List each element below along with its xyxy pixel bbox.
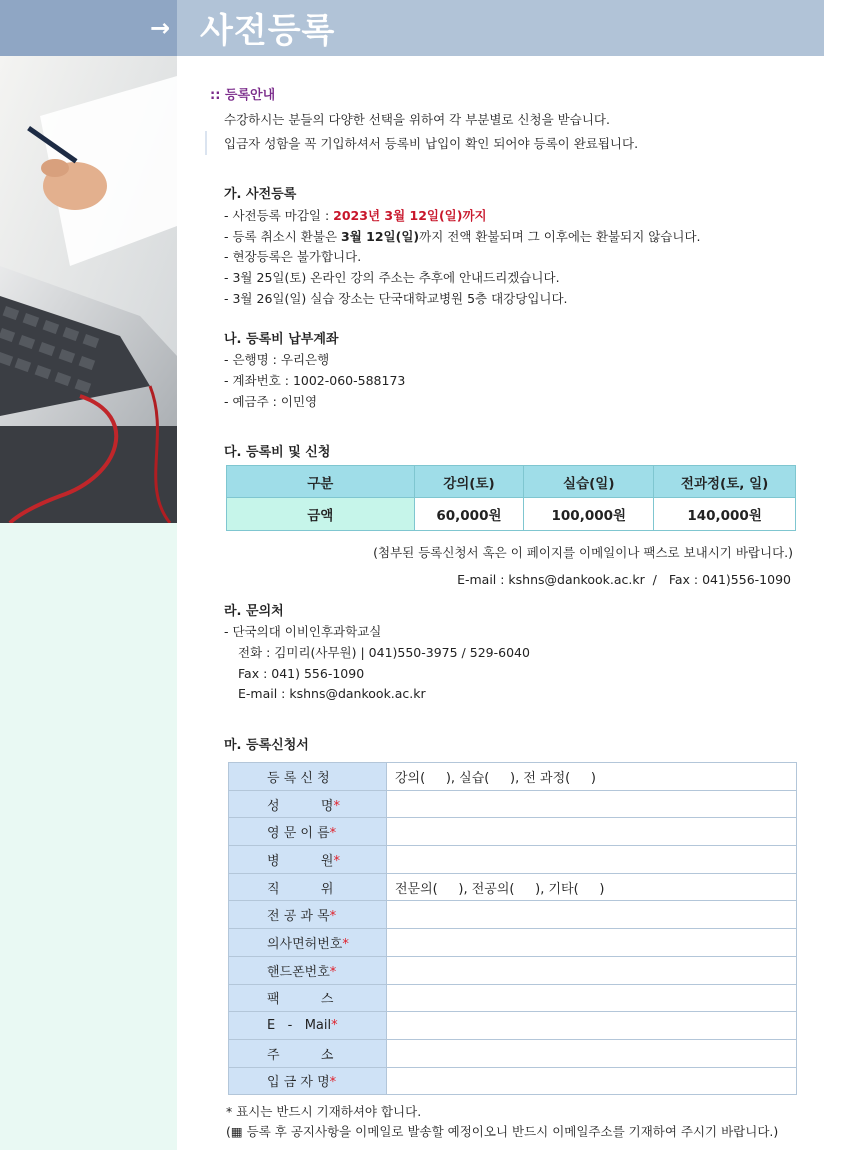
guide-title: :: 등록안내 (210, 88, 276, 103)
form-field-value: 전문의( ), 전공의( ), 기타( ) (395, 881, 605, 897)
fee-header-full: 전과정(토, 일) (654, 466, 796, 498)
form-label: 영 문 이 름 (267, 826, 330, 842)
form-label: E - Mail (267, 1018, 332, 1034)
form-field[interactable] (387, 763, 797, 791)
refund-suffix: 까지 전액 환불되며 그 이후에는 환불되지 않습니다. (419, 229, 701, 244)
form-label: 팩 스 (267, 992, 334, 1008)
fee-header-category: 구분 (227, 466, 415, 498)
form-label-cell (229, 1067, 387, 1095)
form-label: 직 위 (267, 881, 334, 897)
refund-line (224, 229, 701, 245)
fee-table-header (227, 466, 796, 498)
required-mark: * (329, 909, 337, 925)
holder-line: - 예금주 : 이민영 (224, 394, 318, 409)
fee-header-lecture: 강의(토) (414, 466, 524, 498)
submission-note: (첨부된 등록신청서 혹은 이 페이지를 이메일이나 팩스로 보내시기 바랍니다.) (373, 545, 793, 560)
refund-prefix: - 등록 취소시 환불은 (224, 229, 342, 244)
email-footnote: (▦ 등록 후 공지사항을 이메일로 발송할 예정이오니 반드시 이메일주소를 기재하여 주시기 바랍니다.) (226, 1124, 779, 1139)
registration-form (228, 762, 797, 1095)
form-row (229, 790, 797, 818)
fee-header-practice: 실습(일) (524, 466, 654, 498)
form-field[interactable] (387, 818, 797, 846)
form-row (229, 929, 797, 957)
guide-line-1: 수강하시는 분들의 다양한 선택을 위하여 각 부분별로 신청을 받습니다. (224, 112, 610, 127)
form-row (229, 956, 797, 984)
form-label-cell (229, 1012, 387, 1040)
deadline-line (224, 208, 487, 224)
form-field[interactable] (387, 846, 797, 874)
required-mark: * (333, 798, 340, 814)
form-label-cell (229, 846, 387, 874)
section-da-title: 다. 등록비 및 신청 (224, 445, 331, 460)
inquiry-email[interactable]: E-mail : kshns@dankook.ac.kr (238, 686, 426, 701)
form-label-cell (229, 873, 387, 901)
section-ga-title: 가. 사전등록 (224, 187, 297, 202)
form-field[interactable] (387, 956, 797, 984)
inquiry-fax: Fax : 041) 556-1090 (238, 666, 365, 681)
form-row (229, 901, 797, 929)
fee-lecture-amount: 60,000원 (414, 498, 524, 531)
form-field[interactable] (387, 790, 797, 818)
bank-line: - 은행명 : 우리은행 (224, 352, 330, 367)
fee-label-amount: 금액 (227, 498, 415, 531)
form-label-cell (229, 956, 387, 984)
online-line: - 3월 25일(토) 온라인 강의 주소는 추후에 안내드리겠습니다. (224, 270, 560, 285)
refund-date: 3월 12일(일) (341, 229, 420, 244)
page-title: 사전등록 (200, 11, 336, 51)
section-ra-title: 라. 문의처 (224, 604, 284, 619)
form-label: 입 금 자 명 (267, 1075, 330, 1091)
form-label-cell (229, 818, 387, 846)
required-footnote: * 표시는 반드시 기재하셔야 합니다. (226, 1104, 422, 1119)
guide-divider (205, 131, 207, 155)
form-row (229, 984, 797, 1012)
section-ma-title: 마. 등록신청서 (224, 738, 309, 753)
form-label: 핸드폰번호 (267, 964, 330, 980)
form-label: 병 원 (267, 853, 334, 869)
form-field[interactable] (387, 901, 797, 929)
form-label-cell (229, 901, 387, 929)
inquiry-phone: 전화 : 김미리(사무원) | 041)550-3975 / 529-6040 (238, 645, 530, 660)
form-row (229, 846, 797, 874)
practice-line: - 3월 26일(일) 실습 장소는 단국대학교병원 5층 대강당입니다. (224, 291, 568, 306)
required-mark: * (342, 936, 349, 952)
required-mark: * (329, 826, 337, 842)
required-mark: * (329, 964, 337, 980)
laptop-photo (0, 56, 177, 523)
required-mark: * (331, 1018, 338, 1034)
form-field[interactable] (387, 1067, 797, 1095)
form-row (229, 1039, 797, 1067)
account-line: - 계좌번호 : 1002-060-588173 (224, 373, 406, 388)
onsite-line: - 현장등록은 불가합니다. (224, 249, 362, 264)
form-row (229, 1067, 797, 1095)
deadline-label: - 사전등록 마감일 : (224, 208, 334, 223)
guide-line-2: 입금자 성함을 꼭 기입하셔서 등록비 납입이 확인 되어야 등록이 완료됩니다. (224, 136, 639, 151)
form-field[interactable] (387, 873, 797, 901)
fee-table (226, 465, 796, 531)
deadline-value: 2023년 3월 12일(일)까지 (333, 208, 487, 223)
form-field[interactable] (387, 929, 797, 957)
form-field-value: 강의( ), 실습( ), 전 과정( ) (395, 770, 596, 786)
fee-practice-amount: 100,000원 (524, 498, 654, 531)
form-row (229, 873, 797, 901)
form-label-cell (229, 1039, 387, 1067)
form-label-cell (229, 763, 387, 791)
fee-table-row (227, 498, 796, 531)
form-label: 주 소 (267, 1047, 334, 1063)
fee-full-amount: 140,000원 (654, 498, 796, 531)
form-label-cell (229, 929, 387, 957)
form-label: 성 명 (267, 798, 334, 814)
required-mark: * (333, 853, 340, 869)
form-label: 의사면허번호 (267, 936, 343, 952)
form-field[interactable] (387, 1039, 797, 1067)
form-row (229, 1012, 797, 1040)
form-field[interactable] (387, 1012, 797, 1040)
form-row (229, 818, 797, 846)
inquiry-dept: - 단국의대 이비인후과학교실 (224, 624, 382, 639)
form-label: 전 공 과 목 (267, 909, 330, 925)
submission-contact: E-mail : kshns@dankook.ac.kr / Fax : 041)556-1090 (457, 572, 791, 587)
form-label-cell (229, 790, 387, 818)
required-mark: * (329, 1075, 337, 1091)
form-label: 등 록 신 청 (267, 770, 330, 786)
arrow-right-icon: → (150, 14, 171, 42)
section-na-title: 나. 등록비 납부계좌 (224, 332, 339, 347)
form-field[interactable] (387, 984, 797, 1012)
form-label-cell (229, 984, 387, 1012)
form-row (229, 763, 797, 791)
